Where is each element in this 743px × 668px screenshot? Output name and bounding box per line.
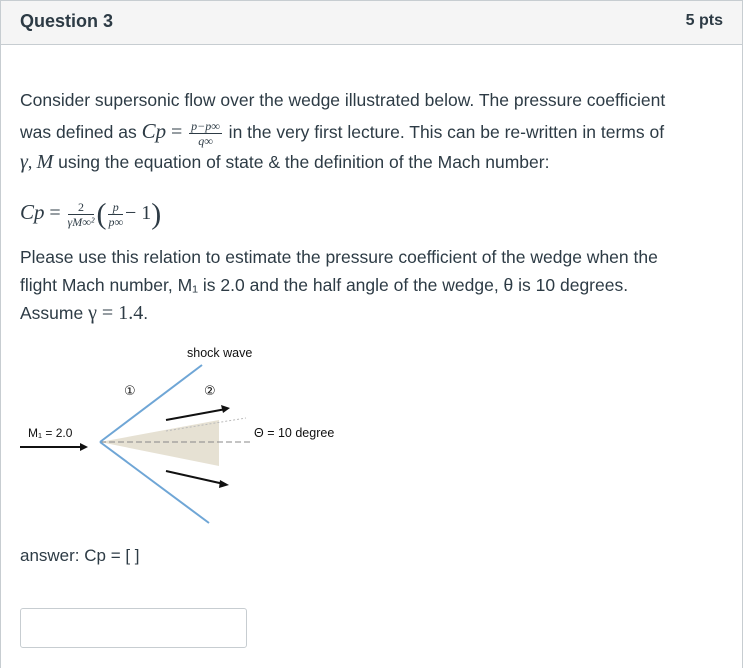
upper-flow-arrow — [166, 409, 226, 420]
assume-suffix: . — [143, 303, 149, 323]
gamma-value: γ = 1.4 — [88, 302, 144, 324]
question-text-line-5: Please use this relation to estimate the pressure coefficient of the wedge when the — [20, 247, 658, 267]
cp-symbol-2: Cp — [20, 200, 45, 224]
lower-flow-arrow — [166, 471, 224, 484]
cp-equation — [20, 194, 161, 232]
equals-sign-2: = — [49, 202, 61, 224]
question-text-line-1: Consider supersonic flow over the wedge illustrated below. The pressure coefficient — [20, 90, 666, 110]
gamma-symbol: γ — [20, 151, 28, 173]
freestream-arrow-head — [80, 443, 88, 451]
pressure-ratio-denominator: p∞ — [108, 214, 123, 229]
mach-symbol: M — [36, 151, 54, 173]
shock-wave-label: shock wave — [187, 346, 253, 360]
question-text-line-3 — [20, 147, 549, 177]
mach-number-label: M₁ = 2.0 — [28, 426, 73, 440]
line2-prefix: was defined as — [20, 122, 142, 142]
line3-suffix: using the equation of state & the definition of the Mach number: — [53, 152, 550, 172]
cp-symbol: Cp — [141, 119, 167, 143]
wedge-diagram — [16, 340, 336, 530]
wedge-shape — [100, 420, 219, 466]
lower-flow-arrow-head — [219, 480, 229, 488]
question-text-line-2 — [20, 116, 664, 147]
question-title: Question 3 — [20, 11, 114, 31]
answer-label: answer: Cp = [ ] — [20, 546, 140, 565]
pressure-ratio-numerator: p — [108, 201, 123, 215]
assume-prefix: Assume — [20, 303, 89, 323]
mach-fraction — [68, 201, 95, 228]
mach-fraction-denominator: γM∞² — [67, 214, 95, 229]
question-header — [0, 0, 743, 45]
pressure-ratio-fraction — [108, 201, 123, 228]
pressure-fraction-denominator: q∞ — [198, 133, 213, 148]
theta-label: Θ = 10 degree — [254, 426, 335, 440]
pressure-fraction-numerator: p−p∞ — [191, 118, 220, 133]
comma: , — [27, 152, 37, 172]
minus-one: − 1 — [125, 202, 152, 224]
equals-sign: = — [171, 121, 183, 143]
left-paren: ( — [96, 197, 107, 231]
line2-suffix: in the very first lecture. This can be re-written in terms of — [223, 122, 665, 142]
question-points: 5 pts — [685, 12, 723, 29]
question-text-line-6: flight Mach number, M₁ is 2.0 and the half angle of the wedge, θ is 10 degrees. — [20, 275, 629, 295]
question-text-line-7 — [20, 298, 148, 328]
right-paren: ) — [151, 197, 162, 231]
answer-input[interactable] — [20, 608, 247, 648]
region-2-label: ② — [204, 383, 216, 398]
pressure-fraction — [189, 120, 222, 147]
mach-fraction-numerator: 2 — [68, 201, 95, 215]
region-1-label: ① — [124, 383, 136, 398]
upper-flow-arrow-head — [221, 405, 230, 413]
